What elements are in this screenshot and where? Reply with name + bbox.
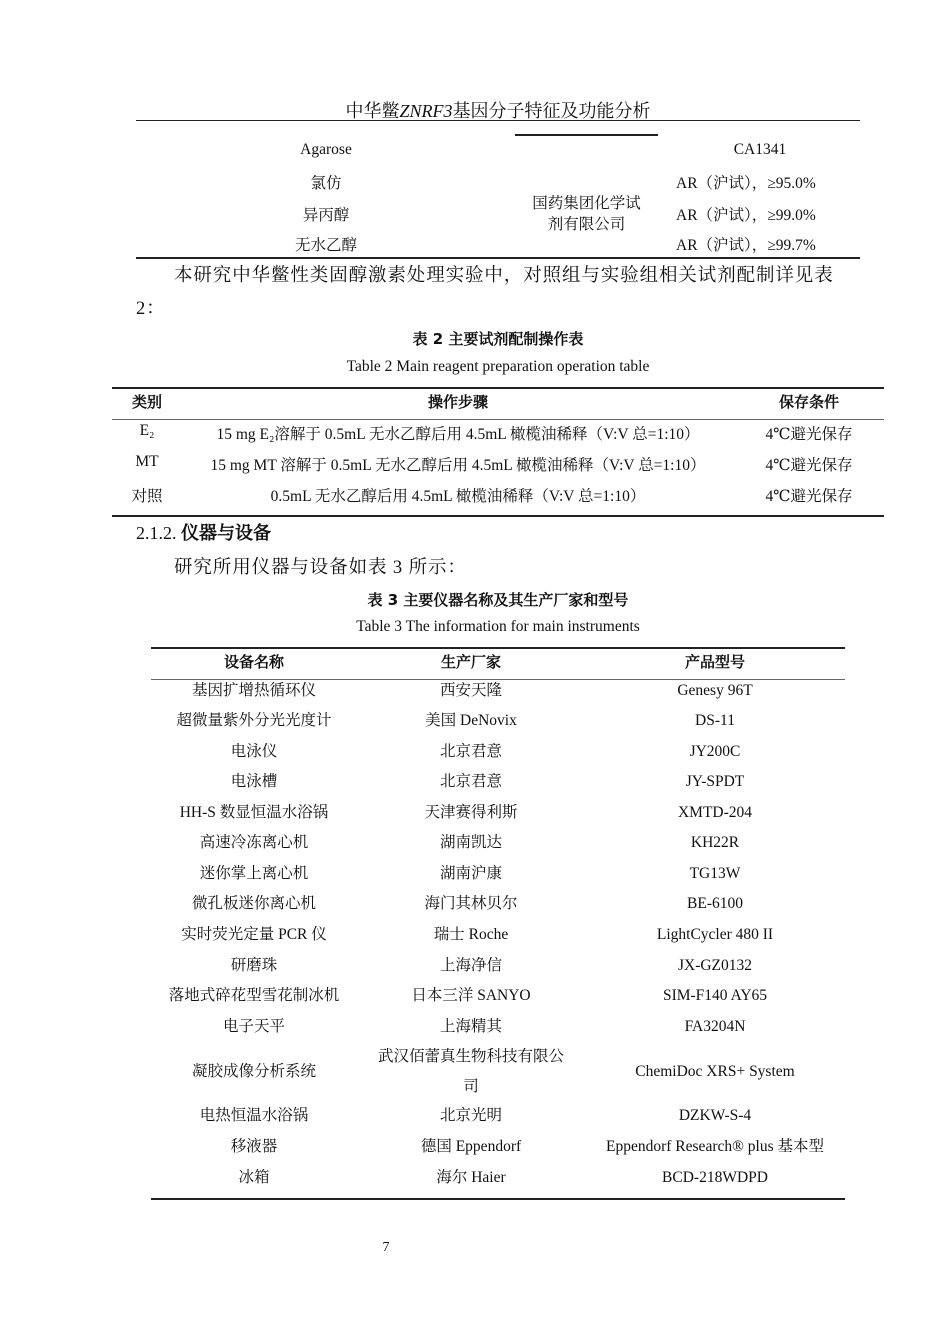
table2-top-rule	[112, 387, 884, 389]
table2-row3-step: 0.5mL 无水乙醇后用 4.5mL 橄榄油稀释（V:V 总=1:10）	[270, 488, 646, 505]
table3-top-rule	[151, 647, 845, 649]
table2-row2-step: 15 mg MT 溶解于 0.5mL 无水乙醇后用 4.5mL 橄榄油稀释（V:V 总=1:10）	[210, 457, 706, 474]
table3-row9-maker: 瑞士 Roche	[433, 926, 509, 943]
table3-row2-model: DS-11	[695, 712, 735, 729]
table3-row2-name: 超微量紫外分光光度计	[176, 712, 332, 729]
table3-row1-maker: 西安天隆	[439, 682, 502, 699]
table3-row16-name: 冰箱	[238, 1169, 270, 1186]
table1-manufacturer	[515, 193, 658, 235]
table2-row2-category: MT	[135, 453, 159, 470]
header-gene-name: ZNRF3	[399, 101, 453, 121]
table3-row15-model: Eppendorf Research® plus 基本型	[606, 1138, 824, 1155]
table3-row3-name: 电泳仪	[230, 743, 278, 760]
table1-row4-name: 无水乙醇	[294, 237, 357, 254]
table3-row3-model: JY200C	[689, 743, 741, 760]
table2-caption-en: Table 2 Main reagent preparation operation table	[346, 358, 650, 375]
table3-row8-maker: 海门其林贝尔	[424, 895, 518, 912]
table1-row3-name: 异丙醇	[302, 207, 350, 224]
table2-row2-storage: 4℃避光保存	[765, 457, 853, 474]
table3-caption-en: Table 3 The information for main instruments	[356, 618, 640, 635]
section-title: 仪器与设备	[181, 523, 271, 544]
table1-manufacturer-line1: 国药集团化学试	[532, 195, 641, 212]
table3-row2-maker: 美国 DeNovix	[425, 712, 517, 729]
table3-row16-model: BCD-218WDPD	[662, 1169, 768, 1186]
table3-row8-model: BE-6100	[687, 895, 743, 912]
table3-row13-maker-line1: 武汉佰蕾真生物科技有限公	[377, 1048, 564, 1065]
table1-row2-name: 氯仿	[310, 175, 342, 192]
table3-row14-maker: 北京光明	[439, 1107, 502, 1124]
table2-caption-cn: 表 2 主要试剂配制操作表	[412, 330, 584, 348]
table3-row6-maker: 湖南凯达	[439, 834, 502, 851]
table3-row8-name: 微孔板迷你离心机	[191, 895, 316, 912]
table3-row12-name: 电子天平	[222, 1018, 285, 1035]
table2-row1-step: 15 mg E₂溶解于 0.5mL 无水乙醇后用 4.5mL 橄榄油稀释（V:V 总=1:10）	[216, 426, 700, 443]
table3-header-model: 产品型号	[684, 653, 745, 671]
table2-header-storage: 保存条件	[778, 393, 839, 411]
table3-row11-model: SIM-F140 AY65	[662, 987, 768, 1004]
table3-row15-name: 移液器	[230, 1138, 278, 1155]
table3-row4-name: 电泳槽	[230, 773, 278, 790]
table2-header-step: 操作步骤	[427, 393, 488, 411]
table3-row10-name: 研磨珠	[230, 957, 278, 974]
header-rule	[136, 120, 860, 121]
table3-row7-model: TG13W	[689, 865, 741, 882]
table1-partial-rule	[515, 134, 658, 136]
table3-row3-maker: 北京君意	[439, 743, 502, 760]
table3-row11-maker: 日本三洋 SANYO	[411, 987, 531, 1004]
table3-header-maker: 生产厂家	[440, 653, 501, 671]
table1-bottom-rule	[136, 257, 860, 259]
table3-row7-name: 迷你掌上离心机	[199, 865, 309, 882]
table1-manufacturer-line2: 剂有限公司	[547, 216, 626, 233]
table3-row9-name: 实时荧光定量 PCR 仪	[181, 926, 327, 943]
table2-header-rule	[112, 419, 884, 420]
table3-row14-model: DZKW-S-4	[678, 1107, 752, 1124]
table3-row5-name: HH-S 数显恒温水浴锅	[179, 804, 329, 821]
table3-caption-cn: 表 3 主要仪器名称及其生产厂家和型号	[367, 591, 629, 609]
section-text: 研究所用仪器与设备如表 3 所示：	[174, 558, 467, 578]
table3-row10-maker: 上海净信	[439, 957, 502, 974]
table3-row13-maker-line2: 司	[463, 1078, 479, 1095]
table3-row1-name: 基因扩增热循环仪	[191, 682, 316, 699]
page-number: 7	[382, 1240, 390, 1255]
table1-row2-spec: AR（沪试），≥95.0%	[676, 175, 816, 192]
table3-row13-maker	[357, 1042, 585, 1102]
table3-row15-maker: 德国 Eppendorf	[420, 1138, 522, 1155]
table1-row4-spec: AR（沪试），≥99.7%	[676, 237, 816, 254]
table2-row3-category: 对照	[131, 488, 163, 505]
table2-bottom-rule	[112, 515, 884, 517]
table2-row1-storage: 4℃避光保存	[765, 426, 853, 443]
table3-row4-maker: 北京君意	[439, 773, 502, 790]
table3-row12-model: FA3204N	[684, 1018, 746, 1035]
table3-row10-model: JX-GZ0132	[677, 957, 753, 974]
section-heading	[136, 519, 271, 545]
table3-header-name: 设备名称	[223, 653, 284, 671]
table3-row16-maker: 海尔 Haier	[436, 1169, 506, 1186]
table3-row1-model: Genesy 96T	[677, 682, 753, 699]
table1-row1-spec: CA1341	[733, 141, 787, 158]
table3-row9-model: LightCycler 480 II	[656, 926, 774, 943]
table3-row7-maker: 湖南沪康	[439, 865, 502, 882]
table3-row13-model: ChemiDoc XRS+ System	[635, 1063, 795, 1080]
table2-header-category: 类别	[131, 393, 162, 411]
table3-row13-name: 凝胶成像分析系统	[191, 1063, 316, 1080]
table2-row1-category: E₂	[139, 422, 155, 439]
table3-row5-maker: 天津赛得利斯	[424, 804, 518, 821]
header-title-prefix: 中华鳖	[345, 101, 400, 121]
table3-row6-name: 高速冷冻离心机	[199, 834, 309, 851]
table3-row12-maker: 上海精其	[439, 1018, 502, 1035]
table3-row4-model: JY-SPDT	[685, 773, 745, 790]
table2-row3-storage: 4℃避光保存	[765, 488, 853, 505]
table3-bottom-rule	[151, 1198, 845, 1200]
table3-row11-name: 落地式碎花型雪花制冰机	[168, 987, 340, 1004]
table3-row14-name: 电热恒温水浴锅	[199, 1107, 309, 1124]
table1-row1-name: Agarose	[300, 141, 352, 158]
table3-row5-model: XMTD-204	[677, 804, 753, 821]
table1-row3-spec: AR（沪试），≥99.0%	[676, 207, 816, 224]
table3-row6-model: KH22R	[690, 834, 740, 851]
intro-line1: 本研究中华鳖性类固醇激素处理实验中，对照组与实验组相关试剂配制详见表	[174, 266, 834, 286]
intro-line2: 2：	[136, 299, 166, 319]
section-number: 2.1.2.	[136, 523, 177, 543]
header-title-suffix: 基因分子特征及功能分析	[452, 101, 651, 121]
